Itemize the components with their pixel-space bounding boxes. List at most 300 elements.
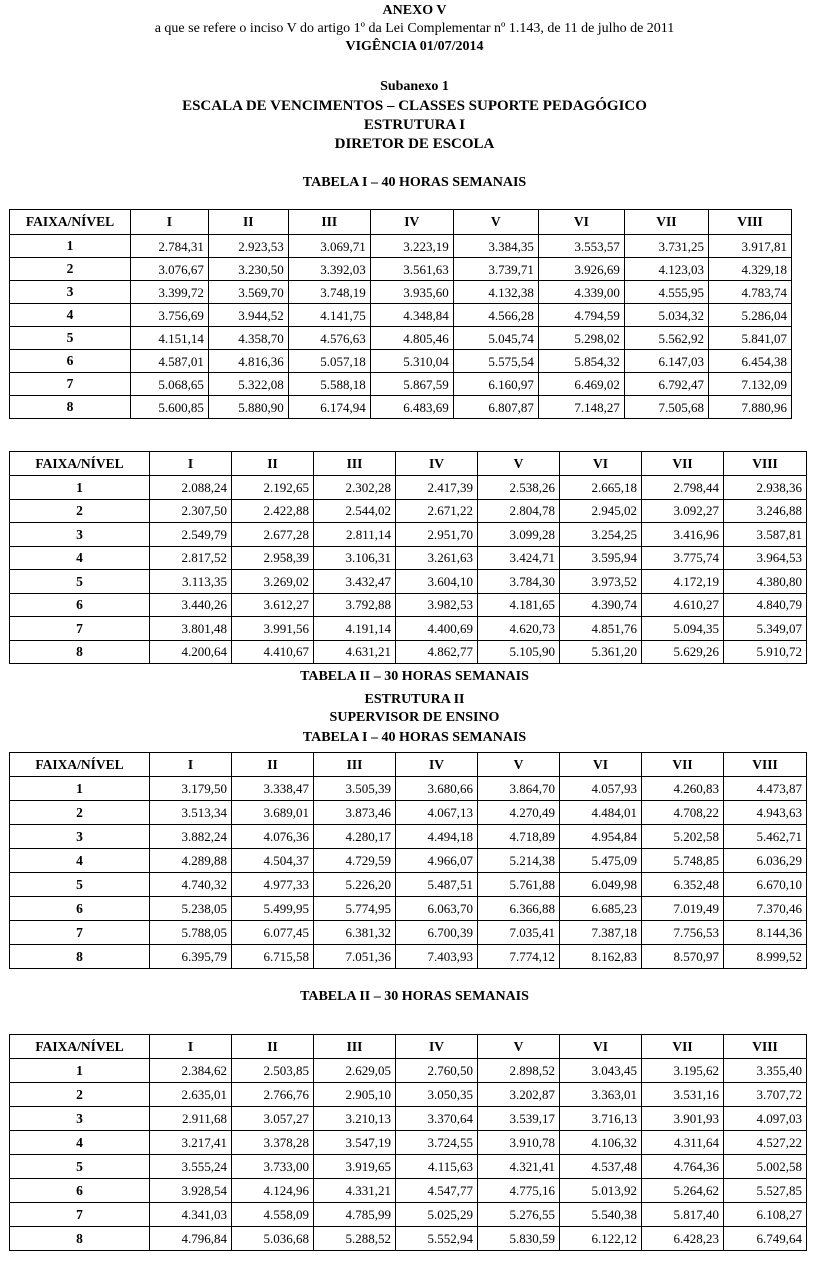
salary-cell: 4.172,19 (642, 570, 724, 594)
salary-cell: 2.811,14 (314, 523, 396, 547)
column-header-nivel-vi: VI (538, 210, 624, 235)
structure-2-role: SUPERVISOR DE ENSINO (329, 710, 500, 725)
salary-cell: 4.124,96 (232, 1179, 314, 1203)
salary-cell: 4.280,17 (314, 825, 396, 849)
salary-cell: 5.462,71 (724, 825, 807, 849)
salary-cell: 3.716,13 (560, 1107, 642, 1131)
table-row (10, 1227, 807, 1251)
table-row (10, 801, 807, 825)
salary-cell: 3.057,27 (232, 1107, 314, 1131)
salary-cell: 3.043,45 (560, 1059, 642, 1083)
faixa-cell: 7 (10, 373, 131, 396)
s1-table-2-title: TABELA II – 30 HORAS SEMANAIS (300, 669, 529, 684)
faixa-cell: 2 (10, 801, 150, 825)
table-row (10, 350, 792, 373)
salary-cell: 4.775,16 (478, 1179, 560, 1203)
column-header-nivel-iii: III (288, 210, 370, 235)
column-header-nivel-v: V (478, 1035, 560, 1059)
faixa-cell: 4 (10, 1131, 150, 1155)
faixa-cell: 1 (10, 476, 150, 500)
column-header-nivel-viii: VIII (724, 452, 807, 476)
salary-cell: 5.349,07 (724, 617, 807, 641)
column-header-nivel-iii: III (314, 753, 396, 777)
header-row (10, 210, 792, 235)
salary-cell: 5.748,85 (642, 849, 724, 873)
salary-cell: 3.775,74 (642, 546, 724, 570)
salary-cell: 6.147,03 (624, 350, 708, 373)
salary-cell: 4.380,80 (724, 570, 807, 594)
salary-cell: 5.540,38 (560, 1203, 642, 1227)
faixa-cell: 5 (10, 327, 131, 350)
salary-cell: 5.094,35 (642, 617, 724, 641)
salary-cell: 3.926,69 (538, 258, 624, 281)
column-header-nivel-vi: VI (560, 753, 642, 777)
salary-cell: 4.289,88 (150, 849, 232, 873)
salary-cell: 6.122,12 (560, 1227, 642, 1251)
column-header-nivel-iv: IV (370, 210, 453, 235)
salary-cell: 3.505,39 (314, 777, 396, 801)
salary-cell: 5.854,32 (538, 350, 624, 373)
salary-cell: 2.538,26 (478, 476, 560, 500)
salary-cell: 6.792,47 (624, 373, 708, 396)
column-header-nivel-iii: III (314, 452, 396, 476)
table-row (10, 593, 807, 617)
salary-cell: 3.384,35 (453, 235, 538, 258)
scale-title: ESCALA DE VENCIMENTOS – CLASSES SUPORTE PEDAGÓGICO (182, 98, 647, 114)
subannex-label: Subanexo 1 (380, 79, 449, 94)
salary-cell: 6.685,23 (560, 897, 642, 921)
table-row (10, 1131, 807, 1155)
salary-cell: 4.504,37 (232, 849, 314, 873)
column-header-nivel-ii: II (232, 452, 314, 476)
salary-cell: 4.331,21 (314, 1179, 396, 1203)
salary-cell: 4.966,07 (396, 849, 478, 873)
faixa-cell: 3 (10, 281, 131, 304)
salary-cell: 3.604,10 (396, 570, 478, 594)
salary-cell: 4.390,74 (560, 593, 642, 617)
salary-cell: 5.036,68 (232, 1227, 314, 1251)
salary-cell: 4.200,64 (150, 640, 232, 664)
salary-cell: 5.830,59 (478, 1227, 560, 1251)
table-row (10, 1083, 807, 1107)
salary-cell: 6.381,32 (314, 921, 396, 945)
salary-cell: 2.384,62 (150, 1059, 232, 1083)
faixa-cell: 3 (10, 825, 150, 849)
faixa-cell: 6 (10, 593, 150, 617)
table-row (10, 1155, 807, 1179)
column-header-nivel-i: I (130, 210, 208, 235)
salary-cell: 7.019,49 (642, 897, 724, 921)
table-row (10, 945, 807, 969)
table-row (10, 373, 792, 396)
salary-cell: 3.547,19 (314, 1131, 396, 1155)
salary-cell: 4.115,63 (396, 1155, 478, 1179)
salary-cell: 7.051,36 (314, 945, 396, 969)
salary-cell: 3.724,55 (396, 1131, 478, 1155)
salary-cell: 2.549,79 (150, 523, 232, 547)
s1-table-1-title: TABELA I – 40 HORAS SEMANAIS (302, 175, 527, 190)
salary-cell: 3.378,28 (232, 1131, 314, 1155)
salary-cell: 4.547,77 (396, 1179, 478, 1203)
salary-cell: 4.558,09 (232, 1203, 314, 1227)
salary-cell: 3.416,96 (642, 523, 724, 547)
salary-cell: 3.195,62 (642, 1059, 724, 1083)
salary-cell: 4.840,79 (724, 593, 807, 617)
salary-cell: 4.954,84 (560, 825, 642, 849)
salary-cell: 5.588,18 (288, 373, 370, 396)
salary-cell: 6.807,87 (453, 396, 538, 419)
salary-cell: 3.748,19 (288, 281, 370, 304)
salary-cell: 4.566,28 (453, 304, 538, 327)
salary-cell: 4.862,77 (396, 640, 478, 664)
s2-table-2-title: TABELA II – 30 HORAS SEMANAIS (300, 989, 529, 1004)
salary-cell: 5.045,74 (453, 327, 538, 350)
salary-cell: 3.595,94 (560, 546, 642, 570)
salary-cell: 5.552,94 (396, 1227, 478, 1251)
salary-cell: 4.610,27 (642, 593, 724, 617)
salary-cell: 4.729,59 (314, 849, 396, 873)
faixa-cell: 4 (10, 304, 131, 327)
table-row (10, 235, 792, 258)
salary-cell: 3.882,24 (150, 825, 232, 849)
salary-cell: 5.034,32 (624, 304, 708, 327)
salary-cell: 7.880,96 (708, 396, 791, 419)
column-header-nivel-i: I (150, 452, 232, 476)
salary-cell: 5.214,38 (478, 849, 560, 873)
salary-cell: 2.766,76 (232, 1083, 314, 1107)
faixa-cell: 6 (10, 897, 150, 921)
salary-cell: 2.938,36 (724, 476, 807, 500)
salary-cell: 4.106,32 (560, 1131, 642, 1155)
salary-cell: 7.370,46 (724, 897, 807, 921)
salary-cell: 3.792,88 (314, 593, 396, 617)
salary-cell: 3.399,72 (130, 281, 208, 304)
column-header-faixa-nivel: FAIXA/NÍVEL (10, 753, 150, 777)
salary-cell: 5.238,05 (150, 897, 232, 921)
table-row (10, 396, 792, 419)
table-row (10, 570, 807, 594)
faixa-cell: 3 (10, 1107, 150, 1131)
salary-cell: 3.392,03 (288, 258, 370, 281)
column-header-nivel-i: I (150, 1035, 232, 1059)
salary-cell: 5.202,58 (642, 825, 724, 849)
faixa-cell: 6 (10, 1179, 150, 1203)
faixa-cell: 7 (10, 617, 150, 641)
salary-cell: 3.801,48 (150, 617, 232, 641)
salary-cell: 5.475,09 (560, 849, 642, 873)
column-header-faixa-nivel: FAIXA/NÍVEL (10, 452, 150, 476)
salary-cell: 4.783,74 (708, 281, 791, 304)
salary-cell: 3.612,27 (232, 593, 314, 617)
salary-cell: 3.261,63 (396, 546, 478, 570)
salary-cell: 3.910,78 (478, 1131, 560, 1155)
salary-cell: 7.132,09 (708, 373, 791, 396)
salary-cell: 5.025,29 (396, 1203, 478, 1227)
faixa-cell: 8 (10, 945, 150, 969)
salary-cell: 6.077,45 (232, 921, 314, 945)
column-header-nivel-viii: VIII (708, 210, 791, 235)
s2-table-1-title: TABELA I – 40 HORAS SEMANAIS (302, 730, 527, 745)
column-header-nivel-iv: IV (396, 452, 478, 476)
column-header-nivel-vi: VI (560, 1035, 642, 1059)
table-row (10, 825, 807, 849)
salary-cell: 6.715,58 (232, 945, 314, 969)
salary-cell: 4.977,33 (232, 873, 314, 897)
column-header-nivel-vii: VII (642, 452, 724, 476)
salary-cell: 4.587,01 (130, 350, 208, 373)
table-row (10, 304, 792, 327)
salary-cell: 2.665,18 (560, 476, 642, 500)
salary-cell: 6.428,23 (642, 1227, 724, 1251)
header-row (10, 1035, 807, 1059)
salary-cell: 2.951,70 (396, 523, 478, 547)
salary-cell: 2.307,50 (150, 499, 232, 523)
salary-table-s1-t1 (9, 209, 792, 419)
column-header-nivel-viii: VIII (724, 1035, 807, 1059)
salary-cell: 5.600,85 (130, 396, 208, 419)
salary-cell: 5.310,04 (370, 350, 453, 373)
salary-cell: 4.816,36 (208, 350, 288, 373)
salary-cell: 2.422,88 (232, 499, 314, 523)
table-row (10, 546, 807, 570)
table-row (10, 1179, 807, 1203)
salary-cell: 3.210,13 (314, 1107, 396, 1131)
salary-cell: 2.671,22 (396, 499, 478, 523)
annex-title: ANEXO V (382, 3, 447, 18)
table-row (10, 523, 807, 547)
structure-2-label: ESTRUTURA II (364, 692, 465, 707)
salary-cell: 4.555,95 (624, 281, 708, 304)
salary-cell: 4.141,75 (288, 304, 370, 327)
salary-cell: 2.544,02 (314, 499, 396, 523)
faixa-cell: 1 (10, 235, 131, 258)
salary-cell: 6.749,64 (724, 1227, 807, 1251)
salary-cell: 3.113,35 (150, 570, 232, 594)
table-row (10, 327, 792, 350)
salary-table-s2-t1 (9, 752, 807, 969)
salary-cell: 4.943,63 (724, 801, 807, 825)
salary-cell: 5.499,95 (232, 897, 314, 921)
salary-cell: 3.991,56 (232, 617, 314, 641)
salary-cell: 4.321,41 (478, 1155, 560, 1179)
salary-cell: 3.269,02 (232, 570, 314, 594)
salary-cell: 5.264,62 (642, 1179, 724, 1203)
salary-cell: 5.788,05 (150, 921, 232, 945)
salary-cell: 3.230,50 (208, 258, 288, 281)
faixa-cell: 8 (10, 640, 150, 664)
salary-cell: 3.050,35 (396, 1083, 478, 1107)
salary-cell: 4.620,73 (478, 617, 560, 641)
salary-cell: 5.761,88 (478, 873, 560, 897)
salary-cell: 6.352,48 (642, 873, 724, 897)
salary-cell: 6.670,10 (724, 873, 807, 897)
salary-cell: 3.338,47 (232, 777, 314, 801)
salary-cell: 3.106,31 (314, 546, 396, 570)
salary-cell: 5.322,08 (208, 373, 288, 396)
salary-cell: 4.358,70 (208, 327, 288, 350)
salary-cell: 3.223,19 (370, 235, 453, 258)
salary-cell: 4.484,01 (560, 801, 642, 825)
salary-cell: 4.537,48 (560, 1155, 642, 1179)
salary-cell: 3.363,01 (560, 1083, 642, 1107)
salary-cell: 4.348,84 (370, 304, 453, 327)
faixa-cell: 8 (10, 396, 131, 419)
salary-cell: 6.108,27 (724, 1203, 807, 1227)
column-header-nivel-v: V (478, 452, 560, 476)
faixa-cell: 7 (10, 1203, 150, 1227)
salary-cell: 4.410,67 (232, 640, 314, 664)
salary-cell: 8.162,83 (560, 945, 642, 969)
salary-cell: 4.123,03 (624, 258, 708, 281)
column-header-nivel-vii: VII (624, 210, 708, 235)
table-row (10, 1203, 807, 1227)
column-header-nivel-v: V (478, 753, 560, 777)
salary-cell: 7.403,93 (396, 945, 478, 969)
salary-cell: 3.355,40 (724, 1059, 807, 1083)
salary-cell: 3.561,63 (370, 258, 453, 281)
faixa-cell: 5 (10, 873, 150, 897)
column-header-nivel-vi: VI (560, 452, 642, 476)
salary-cell: 5.105,90 (478, 640, 560, 664)
faixa-cell: 1 (10, 777, 150, 801)
salary-cell: 4.260,83 (642, 777, 724, 801)
salary-cell: 6.454,38 (708, 350, 791, 373)
salary-cell: 5.817,40 (642, 1203, 724, 1227)
salary-cell: 4.151,14 (130, 327, 208, 350)
column-header-faixa-nivel: FAIXA/NÍVEL (10, 1035, 150, 1059)
salary-cell: 2.088,24 (150, 476, 232, 500)
salary-cell: 3.935,60 (370, 281, 453, 304)
salary-cell: 5.841,07 (708, 327, 791, 350)
salary-cell: 3.784,30 (478, 570, 560, 594)
column-header-nivel-ii: II (208, 210, 288, 235)
salary-cell: 5.867,59 (370, 373, 453, 396)
salary-cell: 4.057,93 (560, 777, 642, 801)
salary-cell: 5.562,92 (624, 327, 708, 350)
column-header-nivel-iv: IV (396, 1035, 478, 1059)
validity-date: VIGÊNCIA 01/07/2014 (345, 39, 484, 54)
table-row (10, 849, 807, 873)
salary-cell: 2.817,52 (150, 546, 232, 570)
salary-cell: 3.553,57 (538, 235, 624, 258)
salary-cell: 5.629,26 (642, 640, 724, 664)
faixa-cell: 2 (10, 258, 131, 281)
salary-cell: 6.395,79 (150, 945, 232, 969)
salary-cell: 3.707,72 (724, 1083, 807, 1107)
salary-cell: 4.473,87 (724, 777, 807, 801)
salary-table-s1-t2 (9, 451, 807, 664)
salary-cell: 5.361,20 (560, 640, 642, 664)
salary-cell: 4.794,59 (538, 304, 624, 327)
salary-cell: 4.785,99 (314, 1203, 396, 1227)
salary-cell: 5.774,95 (314, 897, 396, 921)
salary-cell: 3.440,26 (150, 593, 232, 617)
column-header-nivel-ii: II (232, 753, 314, 777)
salary-cell: 6.483,69 (370, 396, 453, 419)
salary-cell: 8.999,52 (724, 945, 807, 969)
salary-cell: 3.680,66 (396, 777, 478, 801)
salary-cell: 4.494,18 (396, 825, 478, 849)
column-header-nivel-iii: III (314, 1035, 396, 1059)
salary-cell: 4.796,84 (150, 1227, 232, 1251)
faixa-cell: 7 (10, 921, 150, 945)
salary-cell: 3.539,17 (478, 1107, 560, 1131)
salary-cell: 4.191,14 (314, 617, 396, 641)
salary-cell: 3.964,53 (724, 546, 807, 570)
table-row (10, 1059, 807, 1083)
salary-cell: 2.635,01 (150, 1083, 232, 1107)
salary-cell: 6.160,97 (453, 373, 538, 396)
table-row (10, 777, 807, 801)
salary-cell: 3.944,52 (208, 304, 288, 327)
salary-cell: 6.063,70 (396, 897, 478, 921)
salary-cell: 8.144,36 (724, 921, 807, 945)
column-header-nivel-v: V (453, 210, 538, 235)
column-header-nivel-viii: VIII (724, 753, 807, 777)
salary-cell: 2.417,39 (396, 476, 478, 500)
salary-cell: 2.945,02 (560, 499, 642, 523)
salary-cell: 3.217,41 (150, 1131, 232, 1155)
salary-cell: 3.689,01 (232, 801, 314, 825)
salary-cell: 3.246,88 (724, 499, 807, 523)
salary-cell: 5.276,55 (478, 1203, 560, 1227)
salary-cell: 3.733,00 (232, 1155, 314, 1179)
salary-cell: 4.764,36 (642, 1155, 724, 1179)
faixa-cell: 5 (10, 1155, 150, 1179)
salary-cell: 3.531,16 (642, 1083, 724, 1107)
faixa-cell: 8 (10, 1227, 150, 1251)
salary-cell: 7.756,53 (642, 921, 724, 945)
salary-cell: 2.804,78 (478, 499, 560, 523)
salary-cell: 5.880,90 (208, 396, 288, 419)
salary-cell: 2.898,52 (478, 1059, 560, 1083)
salary-cell: 8.570,97 (642, 945, 724, 969)
salary-cell: 3.873,46 (314, 801, 396, 825)
salary-cell: 2.798,44 (642, 476, 724, 500)
salary-cell: 3.424,71 (478, 546, 560, 570)
salary-cell: 2.784,31 (130, 235, 208, 258)
table-row (10, 476, 807, 500)
salary-cell: 2.760,50 (396, 1059, 478, 1083)
salary-cell: 2.923,53 (208, 235, 288, 258)
salary-cell: 4.270,49 (478, 801, 560, 825)
salary-cell: 7.774,12 (478, 945, 560, 969)
faixa-cell: 6 (10, 350, 131, 373)
salary-cell: 4.708,22 (642, 801, 724, 825)
salary-cell: 5.226,20 (314, 873, 396, 897)
salary-cell: 3.917,81 (708, 235, 791, 258)
salary-cell: 6.469,02 (538, 373, 624, 396)
salary-cell: 2.192,65 (232, 476, 314, 500)
table-row (10, 897, 807, 921)
salary-cell: 3.092,27 (642, 499, 724, 523)
salary-cell: 6.174,94 (288, 396, 370, 419)
salary-cell: 5.013,92 (560, 1179, 642, 1203)
salary-cell: 4.339,00 (538, 281, 624, 304)
table-row (10, 640, 807, 664)
column-header-nivel-iv: IV (396, 753, 478, 777)
salary-cell: 4.341,03 (150, 1203, 232, 1227)
salary-cell: 6.700,39 (396, 921, 478, 945)
salary-cell: 3.076,67 (130, 258, 208, 281)
salary-cell: 4.527,22 (724, 1131, 807, 1155)
table-row (10, 499, 807, 523)
annex-subtitle: a que se refere o inciso V do artigo 1º da Lei Complementar nº 1.143, de 11 de julho de 2011 (154, 21, 675, 36)
salary-cell: 5.298,02 (538, 327, 624, 350)
faixa-cell: 1 (10, 1059, 150, 1083)
salary-table-s2-t2 (9, 1034, 807, 1251)
structure-1-role: DIRETOR DE ESCOLA (334, 136, 495, 152)
